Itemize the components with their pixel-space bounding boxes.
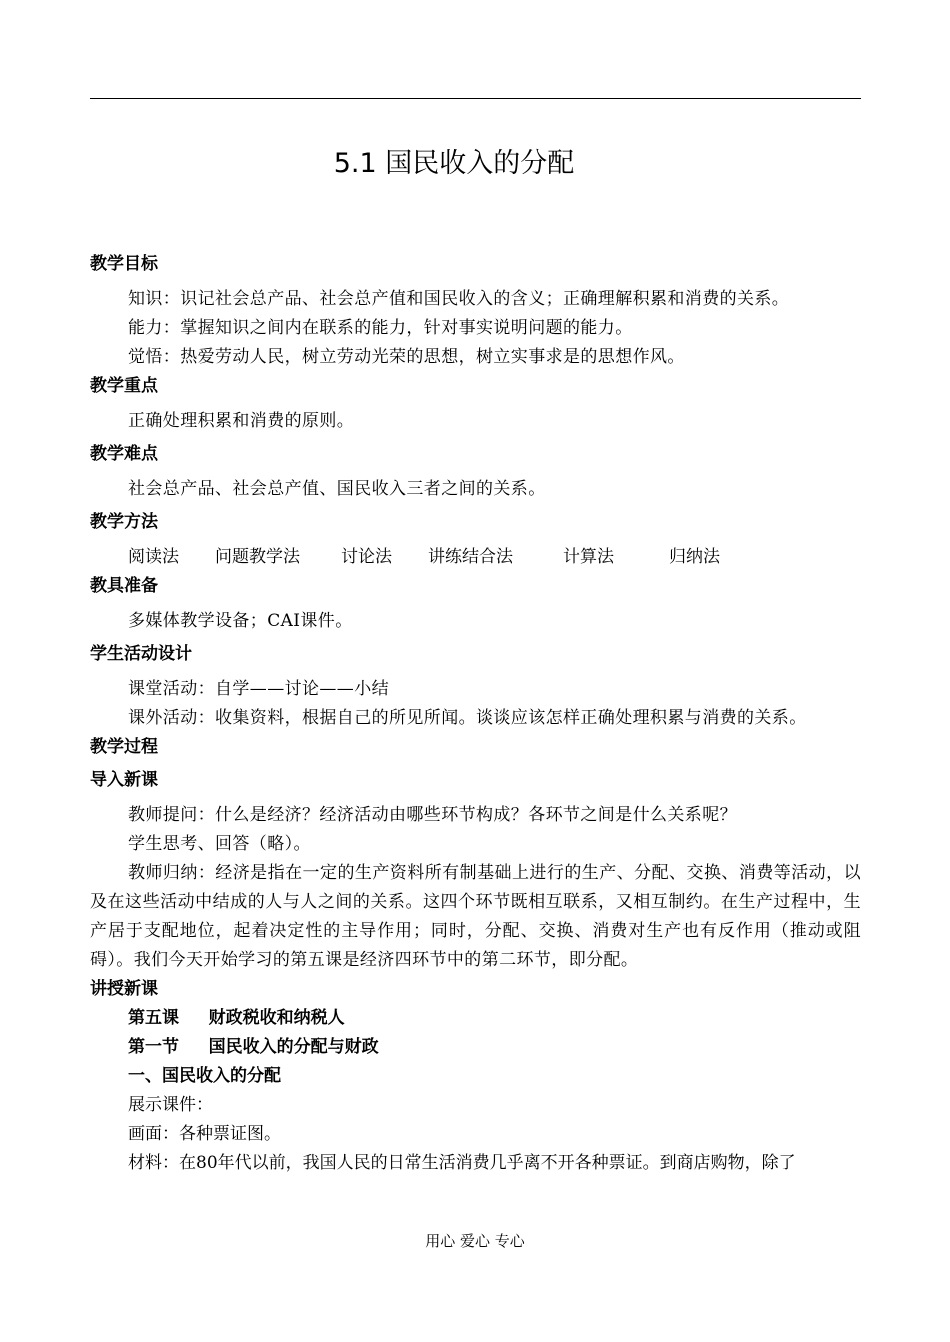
heading-intro: 导入新课: [90, 770, 158, 790]
heading-teaching-process: 教学过程: [90, 737, 158, 757]
document-body: [90, 250, 861, 1178]
material-line: 材料：在80年代以前，我国人民的日常生活消费几乎离不开各种票证。到商店购物，除了: [128, 1153, 796, 1173]
document-title: 5.1 国民收入的分配: [333, 148, 575, 179]
intro-question: 教师提问：什么是经济？经济活动由哪些环节构成？各环节之间是什么关系呢？: [128, 805, 737, 825]
method-item: 讨论法: [341, 547, 392, 567]
method-item: 讲练结合法: [428, 547, 513, 567]
intro-answer: 学生思考、回答（略）。: [128, 834, 311, 854]
heading-teaching-methods: 教学方法: [90, 512, 158, 532]
heading-teaching-key: 教学重点: [90, 376, 158, 396]
page-footer: 用心 爱心 专心: [425, 1232, 525, 1250]
teaching-methods-list: [90, 543, 861, 572]
teaching-key-text: 正确处理积累和消费的原则。: [128, 411, 355, 431]
goal-knowledge: 知识：识记社会总产品、社会总产值和国民收入的含义；正确理解积累和消费的关系。: [128, 289, 790, 309]
heading-teaching-difficulty: 教学难点: [90, 444, 158, 464]
activity-after-class: 课外活动：收集资料，根据自己的所见所闻。谈谈应该怎样正确处理积累与消费的关系。: [128, 708, 807, 728]
header-rule: [90, 98, 861, 99]
method-item: 问题教学法: [215, 547, 300, 567]
heading-teaching-goals: 教学目标: [90, 254, 158, 274]
method-item: 阅读法: [128, 547, 179, 567]
section-title: 第一节 国民收入的分配与财政: [128, 1037, 379, 1057]
method-item: 计算法: [563, 547, 614, 567]
heading-teaching-tools: 教具准备: [90, 576, 158, 596]
method-item: 归纳法: [669, 547, 720, 567]
lesson-title: 第五课 财政税收和纳税人: [128, 1008, 345, 1028]
activity-in-class: 课堂活动：自学——讨论——小结: [128, 679, 389, 699]
heading-student-activities: 学生活动设计: [90, 644, 192, 664]
goal-awareness: 觉悟：热爱劳动人民，树立劳动光荣的思想，树立实事求是的思想作风。: [128, 347, 685, 367]
goal-ability: 能力：掌握知识之间内在联系的能力，针对事实说明问题的能力。: [128, 318, 633, 338]
teaching-difficulty-text: 社会总产品、社会总产值、国民收入三者之间的关系。: [128, 479, 546, 499]
intro-summary: 教师归纳：经济是指在一定的生产资料所有制基础上进行的生产、分配、交换、消费等活动，以及在这些活动中结成的人与人之间的关系。这四个环节既相互联系，又相互制约。在生产过程中，生产居于支配地位，起着决定性的主导作用；同时，分配、交换、消费对生产也有反作用（推动或阻碍）。我们今天开始学习的第五课是经济四环节中的第二环节，即分配。: [90, 863, 861, 970]
part-title: 一、国民收入的分配: [128, 1066, 281, 1086]
picture-line: 画面：各种票证图。: [128, 1124, 281, 1144]
heading-new-lesson: 讲授新课: [90, 979, 158, 999]
teaching-tools-text: 多媒体教学设备；CAI课件。: [128, 611, 353, 631]
courseware-line: 展示课件：: [128, 1095, 213, 1115]
